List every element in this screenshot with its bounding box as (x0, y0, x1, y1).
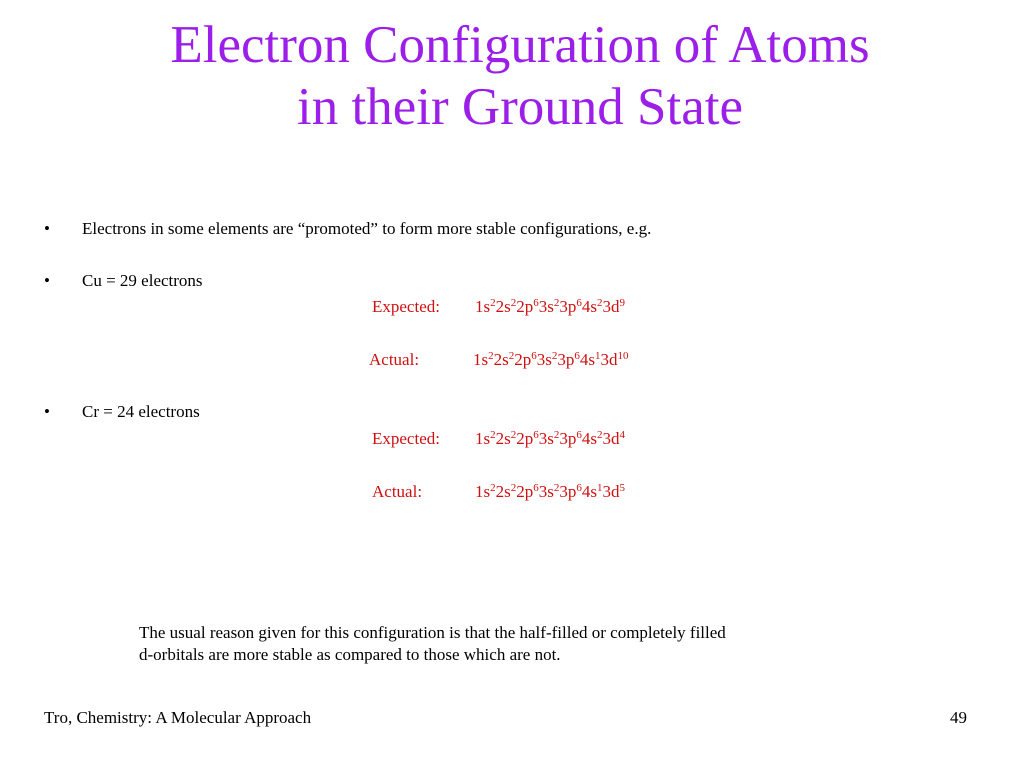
bullet-text: Cr = 24 electrons (82, 402, 200, 421)
electron-count: 2 (490, 297, 496, 309)
electron-count: 2 (510, 429, 517, 441)
explanation-line-1: The usual reason given for this configuration is that the half-filled or completely filled (139, 623, 726, 642)
electron-count: 2 (553, 429, 560, 441)
electron-count: 2 (508, 350, 515, 362)
bullet-text: Electrons in some elements are “promoted” to form more stable configurations, e.g. (82, 219, 652, 238)
electron-count: 6 (576, 482, 582, 494)
config-notation (475, 429, 625, 449)
orbital-label: 4s (579, 350, 595, 369)
orbital-label: 2p (514, 350, 532, 369)
electron-count: 6 (574, 350, 580, 362)
orbital-label: 1s (475, 482, 491, 501)
electron-count: 6 (576, 429, 582, 441)
orbital-label: 3s (538, 482, 554, 501)
orbital-label: 4s (581, 429, 597, 448)
orbital-label: 1s (475, 429, 491, 448)
electron-count: 6 (533, 429, 539, 441)
electron-count: 2 (553, 482, 560, 494)
electron-count: 1 (597, 482, 603, 494)
footer-source: Tro, Chemistry: A Molecular Approach (44, 708, 312, 727)
orbital-label: 4s (581, 297, 597, 316)
orbital-label: 2s (495, 482, 511, 501)
electron-count: 4 (619, 429, 625, 441)
orbital-label: 3s (536, 350, 552, 369)
orbital-label: 3p (559, 429, 577, 448)
orbital-label: 2s (493, 350, 509, 369)
electron-count: 6 (576, 297, 582, 309)
config-notation (475, 482, 625, 502)
explanation-note (139, 622, 726, 666)
orbital-label: 3s (538, 297, 554, 316)
orbital-label: 3d (600, 350, 618, 369)
explanation-line-2: d-orbitals are more stable as compared to those which are not. (139, 645, 561, 664)
bullet-icon: • (44, 219, 50, 238)
electron-count: 6 (533, 297, 539, 309)
orbital-label: 1s (473, 350, 489, 369)
electron-count: 5 (619, 482, 625, 494)
orbital-label: 3p (559, 482, 577, 501)
electron-count: 2 (488, 350, 494, 362)
electron-count: 2 (597, 297, 603, 309)
orbital-label: 2p (516, 429, 534, 448)
orbital-label: 3d (602, 297, 620, 316)
slide-title-line-2: in their Ground State (297, 78, 743, 136)
electron-count: 6 (531, 350, 537, 362)
bullet-icon: • (44, 402, 50, 421)
orbital-label: 3p (559, 297, 577, 316)
electron-count: 6 (533, 482, 539, 494)
orbital-label: 2s (495, 297, 511, 316)
orbital-label: 3s (538, 429, 554, 448)
orbital-label: 1s (475, 297, 491, 316)
electron-count: 1 (595, 350, 601, 362)
orbital-label: 2p (516, 297, 534, 316)
electron-count: 2 (510, 297, 517, 309)
slide-title-line-1: Electron Configuration of Atoms (170, 16, 870, 74)
electron-count: 9 (619, 297, 625, 309)
orbital-label: 3d (602, 482, 620, 501)
orbital-label: 2p (516, 482, 534, 501)
config-label: Expected: (372, 429, 440, 448)
page-number: 49 (950, 708, 967, 727)
config-label: Actual: (372, 482, 423, 501)
electron-count: 2 (551, 350, 558, 362)
config-label: Actual: (369, 350, 420, 369)
bullet-text: Cu = 29 electrons (82, 271, 203, 290)
config-notation (475, 297, 625, 317)
orbital-label: 3p (557, 350, 575, 369)
orbital-label: 4s (581, 482, 597, 501)
electron-count: 2 (490, 482, 496, 494)
config-notation (473, 350, 629, 370)
electron-count: 2 (553, 297, 560, 309)
slide-title (0, 14, 1024, 138)
electron-count: 2 (490, 429, 496, 441)
bullet-icon: • (44, 271, 50, 290)
electron-count: 2 (597, 429, 603, 441)
config-label: Expected: (372, 297, 440, 316)
electron-count: 2 (510, 482, 517, 494)
orbital-label: 2s (495, 429, 511, 448)
orbital-label: 3d (602, 429, 620, 448)
electron-count: 10 (617, 350, 629, 362)
